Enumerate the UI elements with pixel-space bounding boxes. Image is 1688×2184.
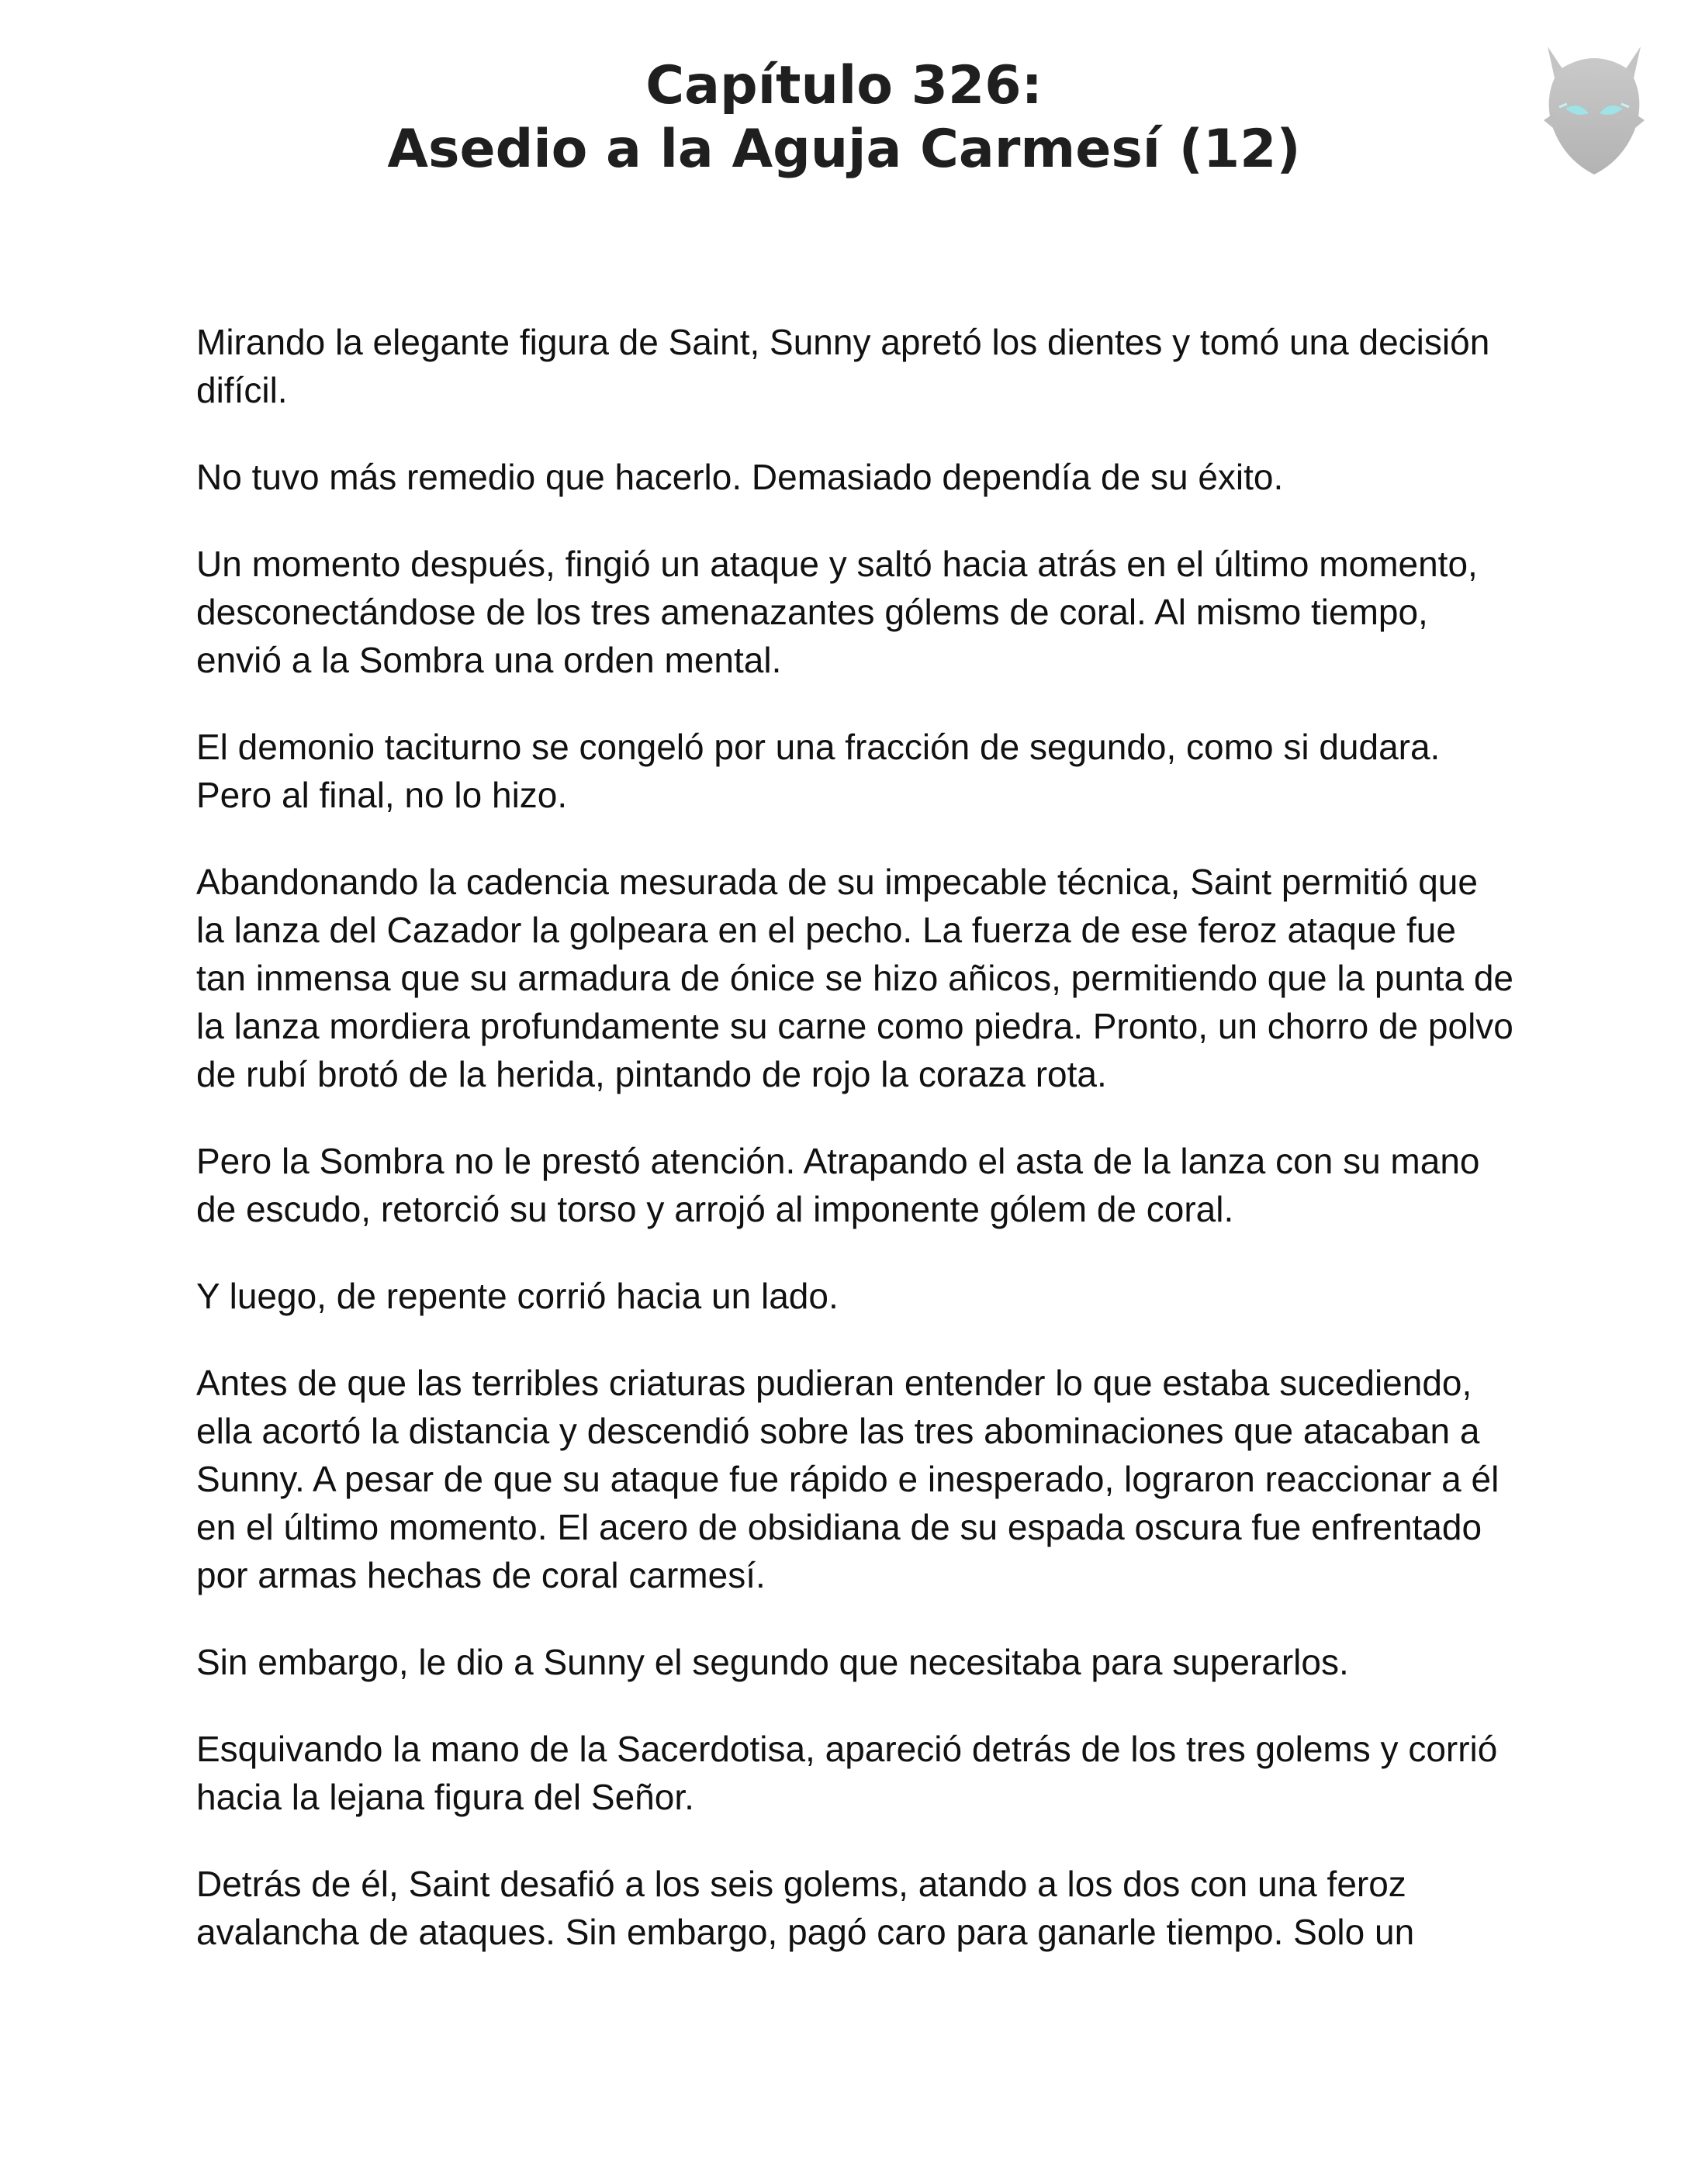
paragraph: Esquivando la mano de la Sacerdotisa, apareció detrás de los tres golems y corrió hacia la lejana figura del Señor. [196,1729,1498,1817]
chapter-title-line-1: Capítulo 326: [645,55,1043,116]
paragraph: Y luego, de repente corrió hacia un lado. [196,1276,839,1316]
paragraph: No tuvo más remedio que hacerlo. Demasiado dependía de su éxito. [196,457,1284,497]
paragraph: Pero la Sombra no le prestó atención. Atrapando el asta de la lanza con su mano de escudo, retorció su torso y arrojó al imponente gólem de coral. [196,1141,1480,1229]
chapter-title-line-2: Asedio a la Aguja Carmesí (12) [387,119,1301,180]
paragraph: El demonio taciturno se congeló por una fracción de segundo, como si dudara. Pero al final, no lo hizo. [196,727,1441,815]
paragraph: Un momento después, fingió un ataque y saltó hacia atrás en el último momento, desconectándose de los tres amenazantes gólems de coral. Al mismo tiempo, envió a la Sombra una orden mental. [196,544,1478,680]
paragraph: Mirando la elegante figura de Saint, Sunny apretó los dientes y tomó una decisión difícil. [196,322,1490,410]
paragraph: Abandonando la cadencia mesurada de su impecable técnica, Saint permitió que la lanza del Cazador la golpeara en el pecho. La fuerza de ese feroz ataque fue tan inmensa que su armadura de ónice se hizo añicos, permitiendo que la punta de la lanza mordiera profundamente su carne como piedra. Pronto, un chorro de polvo de rubí brotó de la herida, pintando de rojo la coraza rota. [196,862,1513,1094]
chapter-title [0,54,1688,181]
paragraph: Detrás de él, Saint desafió a los seis golems, atando a los dos con una feroz avalancha de ataques. Sin embargo, pagó caro para ganarle tiempo. Solo un [196,1864,1415,1952]
chapter-body [196,318,1515,1995]
paragraph: Antes de que las terribles criaturas pudieran entender lo que estaba sucediendo, ella acortó la distancia y descendió sobre las tres abominaciones que atacaban a Sunny. A pesar de que su ataque fue rápido e inesperado, lograron reaccionar a él en el último momento. El acero de obsidiana de su espada oscura fue enfrentado por armas hechas de coral carmesí. [196,1363,1499,1595]
paragraph: Sin embargo, le dio a Sunny el segundo que necesitaba para superarlos. [196,1642,1349,1682]
